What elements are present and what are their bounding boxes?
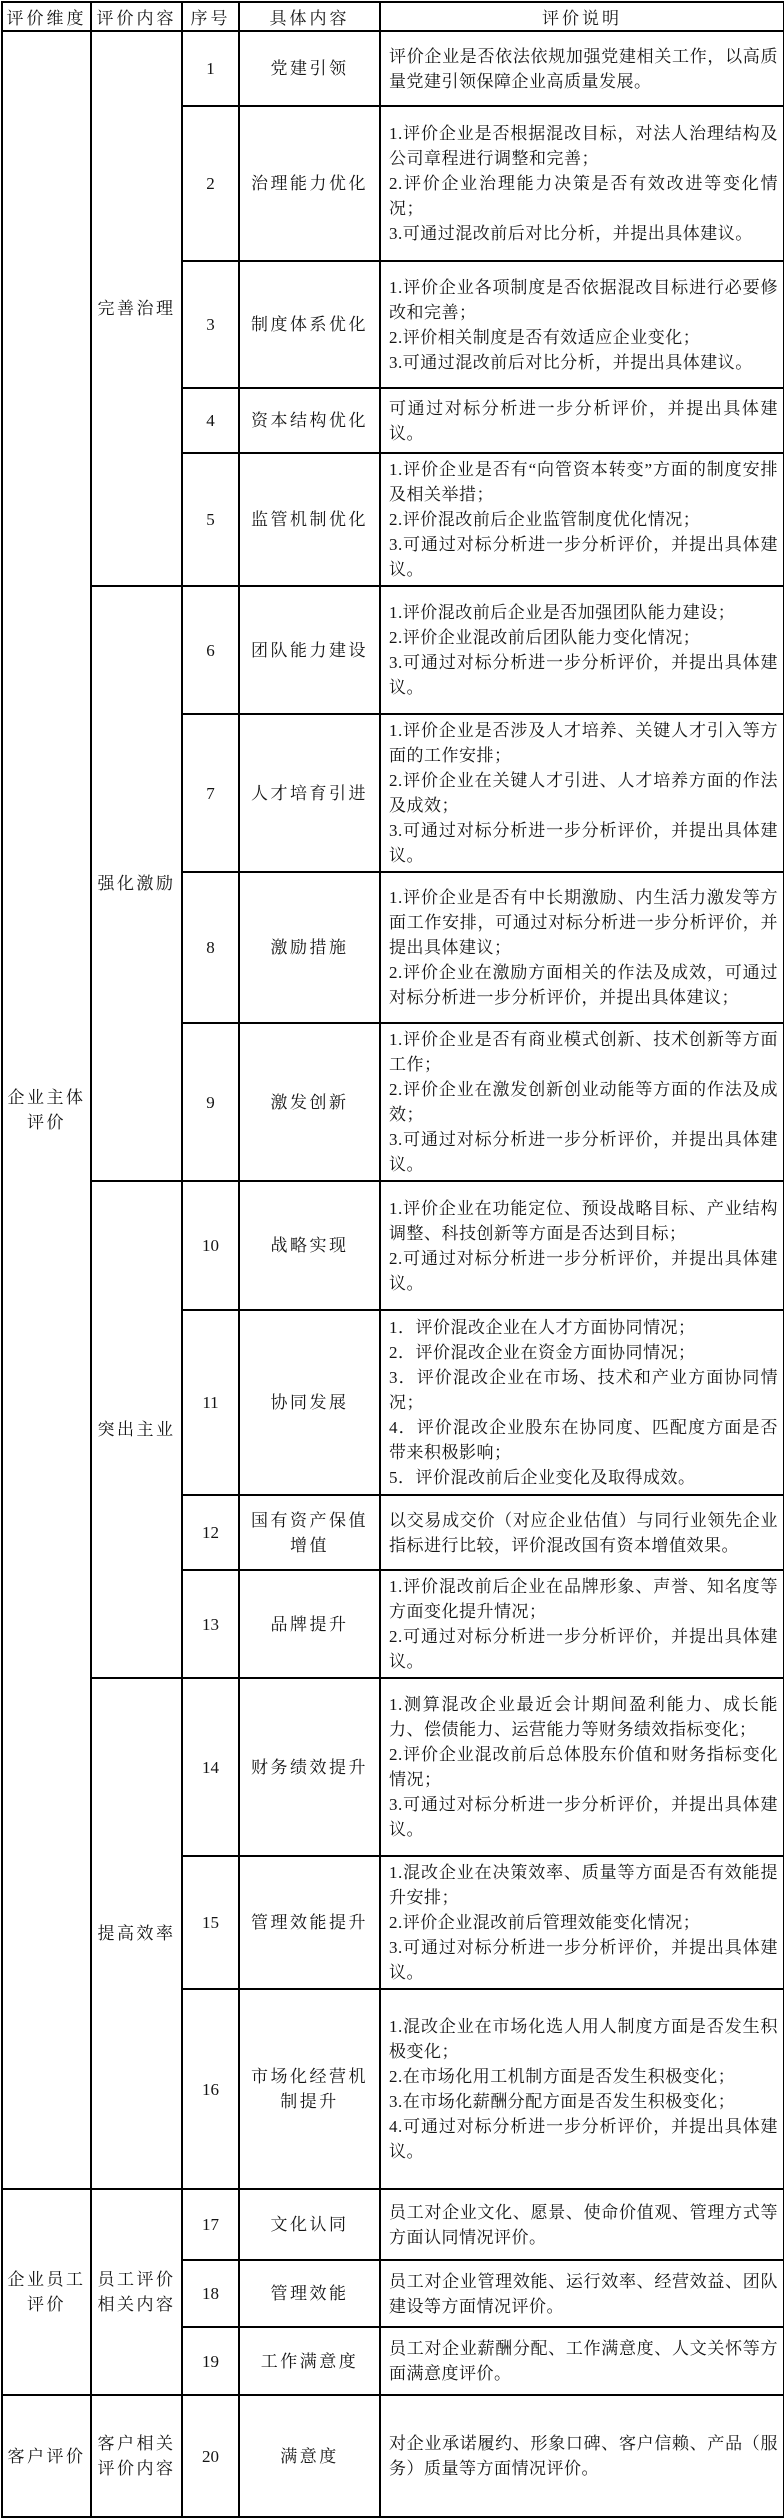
item-cell: 党建引领 xyxy=(239,31,380,106)
table-row xyxy=(2,586,784,714)
description-cell xyxy=(380,388,784,453)
header-description: 评价说明 xyxy=(380,2,784,31)
item-cell: 财务绩效提升 xyxy=(239,1678,380,1856)
description-cell xyxy=(380,586,784,714)
description-line: 4.可通过对标分析进一步分析评价，并提出具体建议。 xyxy=(389,2117,778,2161)
index-cell: 3 xyxy=(182,261,239,388)
description-line: 2.评价相关制度是否有效适应企业变化； xyxy=(389,327,701,347)
header-dimension: 评价维度 xyxy=(2,2,91,31)
description-cell xyxy=(380,1181,784,1310)
index-cell: 19 xyxy=(182,2327,239,2395)
item-cell: 协同发展 xyxy=(239,1310,380,1495)
description-line: 2.评价企业混改前后团队能力变化情况； xyxy=(389,628,701,647)
index-cell: 2 xyxy=(182,106,239,261)
item-cell: 制度体系优化 xyxy=(239,261,380,388)
description-line: 员工对企业文化、愿景、使命价值观、管理方式等方面认同情况评价。 xyxy=(389,2202,778,2247)
dimension-cell: 客户评价 xyxy=(2,2395,91,2517)
description-line: 3.可通过对标分析进一步分析评价，并提出具体建议。 xyxy=(389,1795,778,1839)
content-group-cell: 强化激励 xyxy=(91,586,182,1181)
description-cell xyxy=(380,261,784,388)
description-line: 4．评价混改企业股东在协同度、匹配度方面是否带来积极影响； xyxy=(389,1418,778,1462)
description-line: 2.评价企业在激发创新创业动能等方面的作法及成效； xyxy=(389,1080,778,1124)
description-cell xyxy=(380,2189,784,2260)
item-cell: 品牌提升 xyxy=(239,1570,380,1678)
table-body xyxy=(2,31,784,2517)
description-cell xyxy=(380,2395,784,2517)
description-line: 3.可通过对标分析进一步分析评价，并提出具体建议。 xyxy=(389,821,778,865)
index-cell: 10 xyxy=(182,1181,239,1310)
table-row xyxy=(2,1678,784,1856)
description-line: 1.测算混改企业最近会计期间盈利能力、成长能力、偿债能力、运营能力等财务绩效指标变化； xyxy=(389,1695,778,1739)
description-line: 3.可通过对标分析进一步分析评价，并提出具体建议。 xyxy=(389,653,778,697)
item-cell: 工作满意度 xyxy=(239,2327,380,2395)
description-line: 1.评价企业是否有“向管资本转变”方面的制度安排及相关举措； xyxy=(389,460,778,504)
description-line: 1.评价企业是否有商业模式创新、技术创新等方面工作； xyxy=(389,1030,778,1074)
table-row xyxy=(2,2189,784,2260)
item-cell: 团队能力建设 xyxy=(239,586,380,714)
description-cell xyxy=(380,2327,784,2395)
index-cell: 1 xyxy=(182,31,239,106)
index-cell: 18 xyxy=(182,2260,239,2327)
dimension-cell: 企业员工评价 xyxy=(2,2189,91,2395)
description-cell xyxy=(380,1856,784,1989)
evaluation-table xyxy=(1,1,784,2518)
item-cell: 激励措施 xyxy=(239,872,380,1023)
index-cell: 11 xyxy=(182,1310,239,1495)
description-line: 5．评价混改前后企业变化及取得成效。 xyxy=(389,1468,696,1487)
description-line: 3.在市场化薪酬分配方面是否发生积极变化； xyxy=(389,2092,736,2111)
dimension-cell: 企业主体评价 xyxy=(2,31,91,2189)
item-cell: 市场化经营机制提升 xyxy=(239,1989,380,2189)
description-line: 2.评价企业治理能力决策是否有效改进等变化情况； xyxy=(389,174,778,218)
description-line: 2.在市场化用工机制方面是否发生积极变化； xyxy=(389,2067,736,2086)
item-cell: 激发创新 xyxy=(239,1023,380,1181)
index-cell: 14 xyxy=(182,1678,239,1856)
description-line: 2.评价企业在关键人才引进、人才培养方面的作法及成效； xyxy=(389,771,778,815)
content-group-cell: 提高效率 xyxy=(91,1678,182,2189)
description-line: 1.评价混改前后企业在品牌形象、声誉、知名度等方面变化提升情况； xyxy=(389,1577,778,1621)
description-cell xyxy=(380,1310,784,1495)
description-line: 3.可通过对标分析进一步分析评价，并提出具体建议。 xyxy=(389,1938,778,1982)
description-line: 1.评价企业是否根据混改目标，对法人治理结构及公司章程进行调整和完善； xyxy=(389,124,778,168)
item-cell: 国有资产保值增值 xyxy=(239,1495,380,1570)
description-line: 以交易成交价（对应企业估值）与同行业领先企业指标进行比较，评价混改国有资本增值效果。 xyxy=(389,1510,778,1555)
description-line: 3.可通过对标分析进一步分析评价，并提出具体建议。 xyxy=(389,535,778,579)
item-cell: 战略实现 xyxy=(239,1181,380,1310)
index-cell: 17 xyxy=(182,2189,239,2260)
description-line: 2.可通过对标分析进一步分析评价，并提出具体建议。 xyxy=(389,1248,778,1293)
description-cell xyxy=(380,1023,784,1181)
description-cell xyxy=(380,1678,784,1856)
description-line: 3.可通过混改前后对比分析，并提出具体建议。 xyxy=(389,352,753,372)
content-group-cell: 客户相关评价内容 xyxy=(91,2395,182,2517)
item-cell: 文化认同 xyxy=(239,2189,380,2260)
description-line: 1.混改企业在决策效率、质量等方面是否有效能提升安排； xyxy=(389,1863,778,1907)
description-cell xyxy=(380,1570,784,1678)
description-line: 2.评价混改前后企业监管制度优化情况； xyxy=(389,510,701,529)
description-line: 1.评价企业是否涉及人才培养、关键人才引入等方面的工作安排； xyxy=(389,721,778,765)
description-cell xyxy=(380,714,784,872)
description-cell xyxy=(380,2260,784,2327)
description-line: 1.评价企业各项制度是否依据混改目标进行必要修改和完善； xyxy=(389,277,778,322)
description-line: 1.评价企业在功能定位、预设战略目标、产业结构调整、科技创新等方面是否达到目标； xyxy=(389,1198,778,1243)
index-cell: 20 xyxy=(182,2395,239,2517)
description-line: 3.可通过对标分析进一步分析评价，并提出具体建议。 xyxy=(389,1130,778,1174)
description-line: 2.评价企业混改前后总体股东价值和财务指标变化情况； xyxy=(389,1745,778,1789)
table-row xyxy=(2,31,784,106)
description-line: 1.评价企业是否有中长期激励、内生活力激发等方面工作安排，可通过对标分析进一步分析评价，并提出具体建议； xyxy=(389,888,778,957)
description-cell xyxy=(380,1989,784,2189)
description-cell xyxy=(380,872,784,1023)
index-cell: 9 xyxy=(182,1023,239,1181)
description-cell xyxy=(380,31,784,106)
content-group-cell: 完善治理 xyxy=(91,31,182,586)
description-line: 1.混改企业在市场化选人用人制度方面是否发生积极变化； xyxy=(389,2017,778,2061)
index-cell: 15 xyxy=(182,1856,239,1989)
description-line: 3．评价混改企业在市场、技术和产业方面协同情况； xyxy=(389,1368,778,1412)
index-cell: 8 xyxy=(182,872,239,1023)
item-cell: 监管机制优化 xyxy=(239,453,380,586)
item-cell: 管理效能 xyxy=(239,2260,380,2327)
description-line: 2．评价混改企业在资金方面协同情况； xyxy=(389,1343,696,1362)
index-cell: 4 xyxy=(182,388,239,453)
content-group-cell: 员工评价相关内容 xyxy=(91,2189,182,2395)
description-line: 2.评价企业混改前后管理效能变化情况； xyxy=(389,1913,701,1932)
content-group-cell: 突出主业 xyxy=(91,1181,182,1678)
index-cell: 7 xyxy=(182,714,239,872)
item-cell: 满意度 xyxy=(239,2395,380,2517)
description-cell xyxy=(380,1495,784,1570)
item-cell: 资本结构优化 xyxy=(239,388,380,453)
index-cell: 16 xyxy=(182,1989,239,2189)
description-line: 1.评价混改前后企业是否加强团队能力建设； xyxy=(389,603,736,622)
item-cell: 管理效能提升 xyxy=(239,1856,380,1989)
description-line: 1．评价混改企业在人才方面协同情况； xyxy=(389,1318,696,1337)
item-cell: 治理能力优化 xyxy=(239,106,380,261)
index-cell: 12 xyxy=(182,1495,239,1570)
index-cell: 6 xyxy=(182,586,239,714)
description-line: 员工对企业薪酬分配、工作满意度、人文关怀等方面满意度评价。 xyxy=(389,2339,778,2383)
description-cell xyxy=(380,453,784,586)
description-line: 员工对企业管理效能、运行效率、经营效益、团队建设等方面情况评价。 xyxy=(389,2271,778,2316)
table-row xyxy=(2,2395,784,2517)
description-line: 2.评价企业在激励方面相关的作法及成效，可通过对标分析进一步分析评价，并提出具体建议； xyxy=(389,963,778,1007)
index-cell: 13 xyxy=(182,1570,239,1678)
header-content: 评价内容 xyxy=(91,2,182,31)
description-cell xyxy=(380,106,784,261)
description-line: 3.可通过混改前后对比分析，并提出具体建议。 xyxy=(389,224,753,243)
description-line: 2.可通过对标分析进一步分析评价，并提出具体建议。 xyxy=(389,1627,778,1671)
index-cell: 5 xyxy=(182,453,239,586)
description-line: 可通过对标分析进一步分析评价，并提出具体建议。 xyxy=(389,398,778,443)
item-cell: 人才培育引进 xyxy=(239,714,380,872)
header-index: 序号 xyxy=(182,2,239,31)
table-row xyxy=(2,1181,784,1310)
description-line: 评价企业是否依法依规加强党建相关工作，以高质量党建引领保障企业高质量发展。 xyxy=(389,46,778,91)
header-item: 具体内容 xyxy=(239,2,380,31)
header-row xyxy=(2,2,784,31)
description-line: 对企业承诺履约、形象口碑、客户信赖、产品（服务）质量等方面情况评价。 xyxy=(389,2434,778,2478)
